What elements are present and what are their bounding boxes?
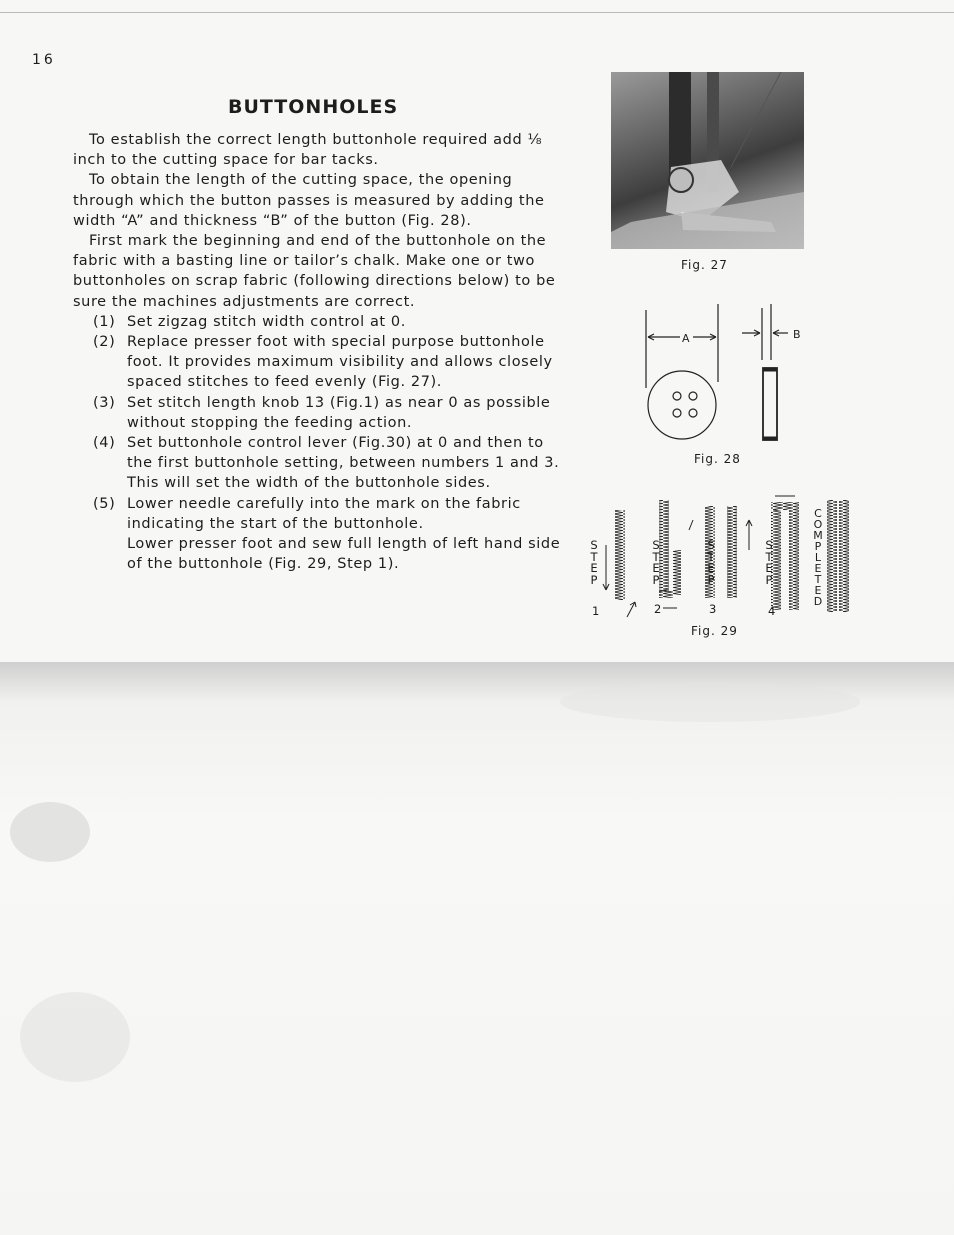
step-number: (1) — [93, 313, 116, 330]
step-number: (5) — [93, 495, 116, 512]
completed-word: COMPLETED — [813, 507, 823, 608]
figure-caption: Fig. 29 — [691, 624, 738, 638]
list-item — [73, 332, 573, 393]
step-number-4: 4 — [768, 604, 776, 618]
figure-caption: Fig. 27 — [681, 258, 728, 272]
step-word-3: STEP — [707, 538, 715, 587]
step-number: (3) — [93, 394, 116, 411]
step-text-extra: Lower presser foot and sew full length of left hand side of the buttonhole (Fig. 29, Step 1). — [127, 536, 561, 573]
paragraph: First mark the beginning and end of the buttonhole on the fabric with a basting line or tailor’s chalk. Make one or two buttonholes on scrap fabric (following directions below) to be sure the machines adjustments are correct. — [73, 233, 556, 310]
step-number-3: 3 — [709, 602, 717, 616]
list-item — [73, 433, 573, 494]
blank-page-area — [0, 662, 954, 1235]
step-word-1: STEP — [590, 538, 598, 587]
paragraph: To obtain the length of the cutting space, the opening through which the button passes is measured by adding the width “A” and thickness “B” of the button (Fig. 28). — [73, 172, 545, 229]
step-number-2: 2 — [654, 602, 662, 616]
step-word-4: STEP — [765, 538, 773, 587]
step-text: Set buttonhole control lever (Fig.30) at 0 and then to the first buttonhole setting, between numbers 1 and 3. This will set the width of the buttonhole sides. — [127, 435, 560, 492]
presser-foot-photo — [611, 72, 804, 249]
step-number: (2) — [93, 334, 116, 351]
figure-caption: Fig. 28 — [694, 452, 741, 466]
presser-foot-illustration — [611, 72, 804, 249]
step-text: Replace presser foot with special purpose buttonhole foot. It provides maximum visibility and allows closely spaced stitches to feed evenly (Fig. 27). — [127, 334, 553, 391]
list-item — [73, 312, 573, 332]
step-text: Set stitch length knob 13 (Fig.1) as near 0 as possible without stopping the feeding action. — [127, 394, 551, 431]
list-item — [73, 393, 573, 433]
scan-smudge — [20, 992, 130, 1082]
paragraph: To establish the correct length buttonhole required add ⅛ inch to the cutting space for bar tacks. — [73, 132, 543, 169]
steps-list — [73, 312, 573, 575]
top-scan-line — [0, 12, 954, 13]
button-measure-diagram — [638, 300, 808, 450]
label-a: A — [682, 332, 690, 345]
page-number: 16 — [32, 52, 56, 68]
page-title: BUTTONHOLES — [228, 96, 399, 118]
body-text — [73, 130, 573, 574]
list-item — [73, 494, 573, 575]
step-number: (4) — [93, 435, 116, 452]
label-b: B — [793, 328, 801, 341]
scan-smudge — [560, 682, 860, 722]
step-text: Lower needle carefully into the mark on the fabric indicating the start of the buttonhole. — [127, 495, 521, 532]
step-word-2: STEP — [652, 538, 660, 587]
scan-smudge — [10, 802, 90, 862]
step-number-1: 1 — [592, 604, 600, 618]
step-text: Set zigzag stitch width control at 0. — [127, 313, 406, 330]
